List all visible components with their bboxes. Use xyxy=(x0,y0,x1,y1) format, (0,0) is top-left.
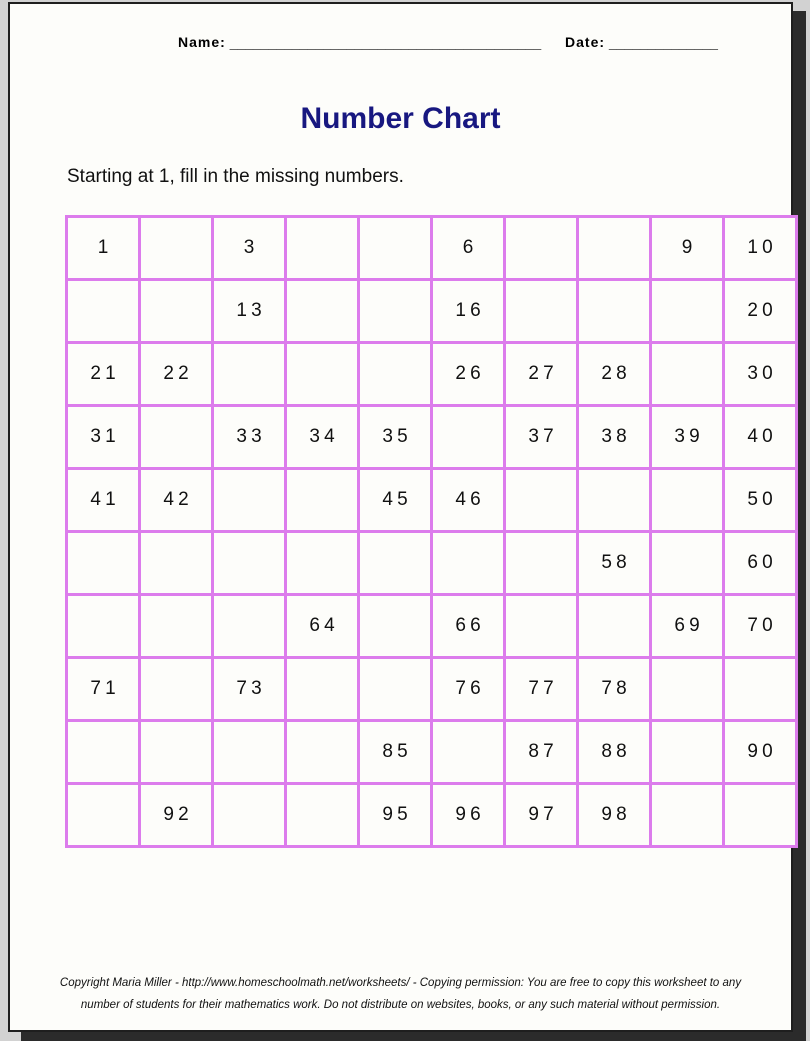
grid-cell-blank[interactable] xyxy=(286,469,359,532)
grid-cell-filled: 34 xyxy=(286,406,359,469)
grid-cell-blank[interactable] xyxy=(67,532,140,595)
grid-cell-blank[interactable] xyxy=(651,784,724,847)
grid-cell-filled: 31 xyxy=(67,406,140,469)
grid-row xyxy=(67,595,797,658)
grid-cell-filled: 28 xyxy=(578,343,651,406)
grid-cell-blank[interactable] xyxy=(651,532,724,595)
grid-cell-blank[interactable] xyxy=(286,343,359,406)
grid-cell-blank[interactable] xyxy=(724,784,797,847)
page-title: Number Chart xyxy=(300,102,501,135)
grid-cell-blank[interactable] xyxy=(578,217,651,280)
name-label: Name: xyxy=(178,34,226,50)
grid-cell-blank[interactable] xyxy=(213,595,286,658)
grid-cell-filled: 16 xyxy=(432,280,505,343)
grid-cell-blank[interactable] xyxy=(505,595,578,658)
grid-cell-blank[interactable] xyxy=(505,532,578,595)
grid-cell-filled: 46 xyxy=(432,469,505,532)
grid-cell-blank[interactable] xyxy=(359,595,432,658)
grid-cell-filled: 9 xyxy=(651,217,724,280)
grid-cell-filled: 40 xyxy=(724,406,797,469)
grid-cell-blank[interactable] xyxy=(651,721,724,784)
grid-row xyxy=(67,784,797,847)
grid-cell-filled: 10 xyxy=(724,217,797,280)
grid-cell-filled: 30 xyxy=(724,343,797,406)
grid-cell-blank[interactable] xyxy=(213,721,286,784)
grid-row xyxy=(67,406,797,469)
grid-row xyxy=(67,217,797,280)
grid-cell-filled: 6 xyxy=(432,217,505,280)
grid-cell-blank[interactable] xyxy=(286,658,359,721)
grid-cell-filled: 45 xyxy=(359,469,432,532)
name-date-header xyxy=(178,34,718,50)
grid-cell-blank[interactable] xyxy=(651,343,724,406)
grid-cell-filled: 27 xyxy=(505,343,578,406)
grid-cell-blank[interactable] xyxy=(505,280,578,343)
grid-cell-blank[interactable] xyxy=(213,532,286,595)
copyright-footer xyxy=(10,972,791,1016)
name-fill-line[interactable]: ________________________________________ xyxy=(229,34,542,50)
grid-row xyxy=(67,343,797,406)
grid-row xyxy=(67,721,797,784)
grid-cell-blank[interactable] xyxy=(432,406,505,469)
grid-cell-filled: 97 xyxy=(505,784,578,847)
grid-cell-blank[interactable] xyxy=(578,469,651,532)
grid-cell-filled: 26 xyxy=(432,343,505,406)
grid-cell-filled: 71 xyxy=(67,658,140,721)
grid-cell-filled: 95 xyxy=(359,784,432,847)
grid-row xyxy=(67,658,797,721)
grid-cell-blank[interactable] xyxy=(67,784,140,847)
grid-cell-blank[interactable] xyxy=(286,217,359,280)
grid-cell-blank[interactable] xyxy=(724,658,797,721)
grid-cell-blank[interactable] xyxy=(140,721,213,784)
grid-cell-blank[interactable] xyxy=(140,595,213,658)
grid-cell-blank[interactable] xyxy=(359,280,432,343)
grid-cell-blank[interactable] xyxy=(359,217,432,280)
grid-cell-filled: 77 xyxy=(505,658,578,721)
grid-cell-filled: 22 xyxy=(140,343,213,406)
grid-cell-filled: 73 xyxy=(213,658,286,721)
grid-cell-filled: 3 xyxy=(213,217,286,280)
grid-cell-blank[interactable] xyxy=(651,469,724,532)
grid-cell-blank[interactable] xyxy=(286,784,359,847)
grid-cell-filled: 20 xyxy=(724,280,797,343)
grid-cell-blank[interactable] xyxy=(140,532,213,595)
grid-cell-blank[interactable] xyxy=(140,217,213,280)
grid-cell-blank[interactable] xyxy=(286,532,359,595)
grid-cell-blank[interactable] xyxy=(286,280,359,343)
grid-cell-filled: 41 xyxy=(67,469,140,532)
grid-cell-blank[interactable] xyxy=(432,532,505,595)
grid-cell-blank[interactable] xyxy=(578,280,651,343)
grid-cell-filled: 50 xyxy=(724,469,797,532)
worksheet-page xyxy=(8,2,793,1032)
grid-cell-filled: 39 xyxy=(651,406,724,469)
grid-cell-blank[interactable] xyxy=(505,469,578,532)
grid-cell-filled: 98 xyxy=(578,784,651,847)
date-fill-line[interactable]: ______________ xyxy=(608,34,718,50)
grid-cell-blank[interactable] xyxy=(140,406,213,469)
grid-cell-filled: 76 xyxy=(432,658,505,721)
grid-cell-filled: 92 xyxy=(140,784,213,847)
grid-cell-filled: 69 xyxy=(651,595,724,658)
grid-cell-filled: 35 xyxy=(359,406,432,469)
grid-cell-blank[interactable] xyxy=(67,721,140,784)
grid-cell-blank[interactable] xyxy=(359,658,432,721)
grid-cell-blank[interactable] xyxy=(359,532,432,595)
grid-cell-filled: 13 xyxy=(213,280,286,343)
grid-cell-filled: 70 xyxy=(724,595,797,658)
number-grid-body xyxy=(67,217,797,847)
grid-cell-filled: 66 xyxy=(432,595,505,658)
grid-cell-filled: 33 xyxy=(213,406,286,469)
number-grid xyxy=(65,215,798,848)
grid-cell-blank[interactable] xyxy=(505,217,578,280)
grid-cell-filled: 37 xyxy=(505,406,578,469)
grid-cell-filled: 96 xyxy=(432,784,505,847)
date-label: Date: xyxy=(565,34,606,50)
grid-cell-filled: 64 xyxy=(286,595,359,658)
grid-cell-blank[interactable] xyxy=(578,595,651,658)
grid-cell-filled: 1 xyxy=(67,217,140,280)
grid-cell-filled: 87 xyxy=(505,721,578,784)
grid-cell-blank[interactable] xyxy=(359,343,432,406)
copyright-line-1: Copyright Maria Miller - http://www.homeschoolmath.net/worksheets/ - Copying permission: You are free to copy this worksheet to any xyxy=(59,977,742,989)
grid-cell-blank[interactable] xyxy=(651,658,724,721)
grid-row xyxy=(67,532,797,595)
grid-cell-blank[interactable] xyxy=(140,280,213,343)
grid-cell-blank[interactable] xyxy=(67,595,140,658)
grid-row xyxy=(67,280,797,343)
grid-cell-blank[interactable] xyxy=(213,784,286,847)
grid-cell-blank[interactable] xyxy=(213,343,286,406)
grid-cell-blank[interactable] xyxy=(67,280,140,343)
grid-cell-blank[interactable] xyxy=(651,280,724,343)
grid-cell-filled: 38 xyxy=(578,406,651,469)
copyright-line-2: number of students for their mathematics work. Do not distribute on websites, books, or any such material without permission. xyxy=(80,999,721,1011)
grid-cell-blank[interactable] xyxy=(213,469,286,532)
grid-cell-blank[interactable] xyxy=(140,658,213,721)
grid-cell-blank[interactable] xyxy=(286,721,359,784)
grid-cell-filled: 21 xyxy=(67,343,140,406)
grid-row xyxy=(67,469,797,532)
grid-cell-filled: 78 xyxy=(578,658,651,721)
instruction-text: Starting at 1, fill in the missing numbers. xyxy=(67,166,404,187)
grid-cell-filled: 85 xyxy=(359,721,432,784)
grid-cell-blank[interactable] xyxy=(432,721,505,784)
grid-cell-filled: 88 xyxy=(578,721,651,784)
grid-cell-filled: 60 xyxy=(724,532,797,595)
grid-cell-filled: 90 xyxy=(724,721,797,784)
grid-cell-filled: 58 xyxy=(578,532,651,595)
grid-cell-filled: 42 xyxy=(140,469,213,532)
